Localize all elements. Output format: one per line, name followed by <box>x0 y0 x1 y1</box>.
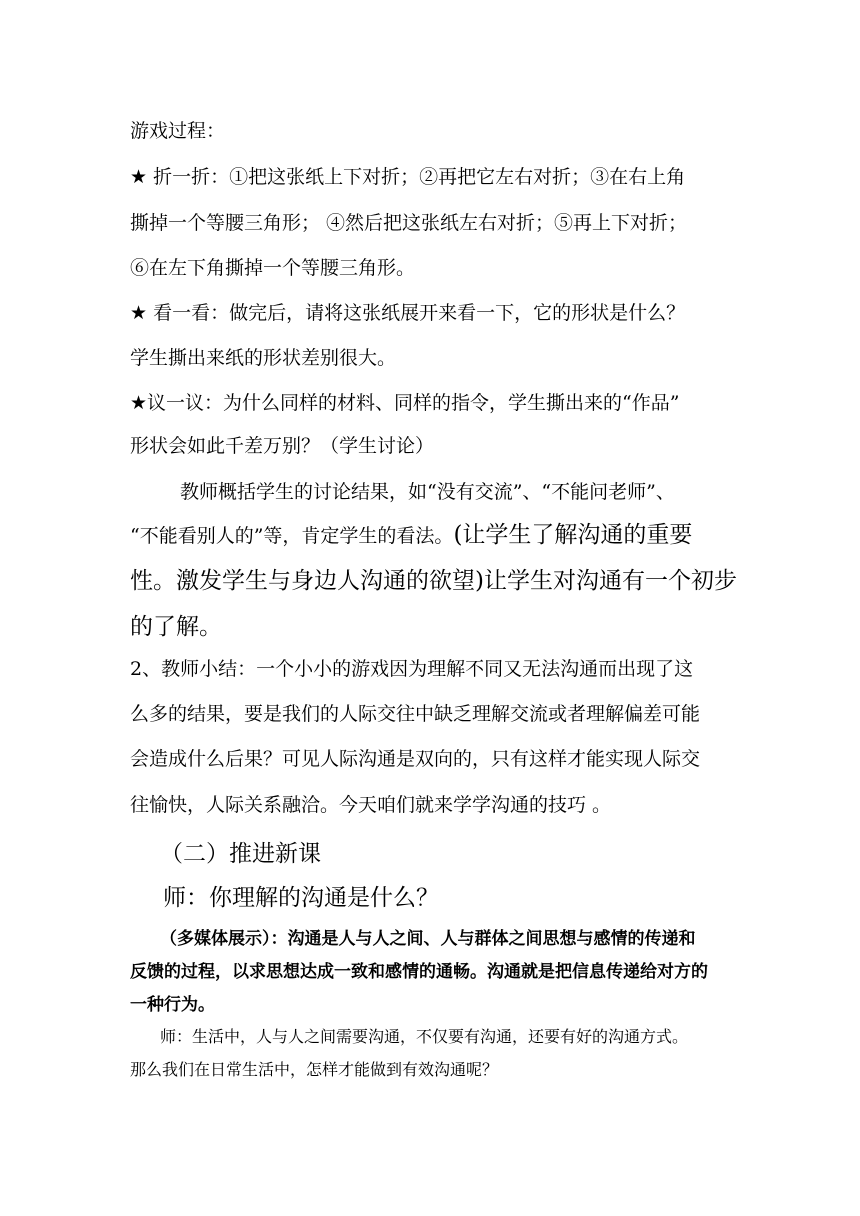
teacher-question: 师：你理解的沟通是什么？ <box>163 885 439 911</box>
discuss-step-line: ★议一议：为什么同样的材料、同样的指令，学生撕出来的“作品” <box>130 392 680 414</box>
teacher-summary-line-2: “不能看别人的”等，肯定学生的看法。(让学生了解沟通的重要 <box>130 522 693 548</box>
teacher-conclusion-line-3: 会造成什么后果？可见人际沟通是双向的，只有这样才能实现人际交 <box>130 748 701 770</box>
star-icon: ★ <box>130 166 148 188</box>
fold-step-line-2: 撕掉一个等腰三角形； ④然后把这张纸左右对折；⑤再上下对折； <box>130 212 688 234</box>
teacher-life-paragraph: 师：生活中，人与人之间需要沟通，不仅要有沟通，还要有好的沟通方式。 <box>160 1027 689 1046</box>
teacher-conclusion-line-2: 么多的结果，要是我们的人际交往中缺乏理解交流或者理解偏差可能 <box>130 703 701 725</box>
teacher-summary-paragraph: 教师概括学生的讨论结果，如“没有交流”、“不能问老师”、 <box>180 481 675 503</box>
look-step-line: ★ 看一看：做完后，请将这张纸展开来看一下，它的形状是什么？ <box>130 302 686 324</box>
teacher-summary-line-3: 性。激发学生与身边人沟通的欲望)让学生对沟通有一个初步 <box>130 568 737 594</box>
teacher-life-line-2: 那么我们在日常生活中，怎样才能做到有效沟通呢？ <box>130 1060 499 1079</box>
multimedia-definition: （多媒体展示）：沟通是人与人之间、人与群体之间思想与感情的传递和 <box>160 929 696 949</box>
star-icon: ★ <box>130 302 148 324</box>
multimedia-definition-line-3: 一种行为。 <box>130 995 215 1015</box>
teacher-conclusion-paragraph: 2、教师小结：一个小小的游戏因为理解不同又无法沟通而出现了这 <box>130 658 694 680</box>
game-process-heading: 游戏过程： <box>130 120 226 142</box>
section-heading-new-lesson: （二）推进新课 <box>160 841 321 867</box>
fold-step-line-3: ⑥在左下角撕掉一个等腰三角形。 <box>130 257 416 279</box>
multimedia-definition-line-2: 反馈的过程，以求思想达成一致和感情的通畅。沟通就是把信息传递给对方的 <box>130 962 708 982</box>
teacher-summary-line-4: 的了解。 <box>130 614 222 640</box>
fold-step-line: ★ 折一折：①把这张纸上下对折；②再把它左右对折；③在右上角 <box>130 166 686 188</box>
teacher-conclusion-line-4: 往愉快，人际关系融洽。今天咱们就来学学沟通的技巧 。 <box>130 794 612 816</box>
look-result-line: 学生撕出来纸的形状差别很大。 <box>130 347 397 369</box>
star-icon: ★ <box>130 392 148 414</box>
discuss-step-line-2: 形状会如此千差万别？（学生讨论） <box>130 435 435 457</box>
